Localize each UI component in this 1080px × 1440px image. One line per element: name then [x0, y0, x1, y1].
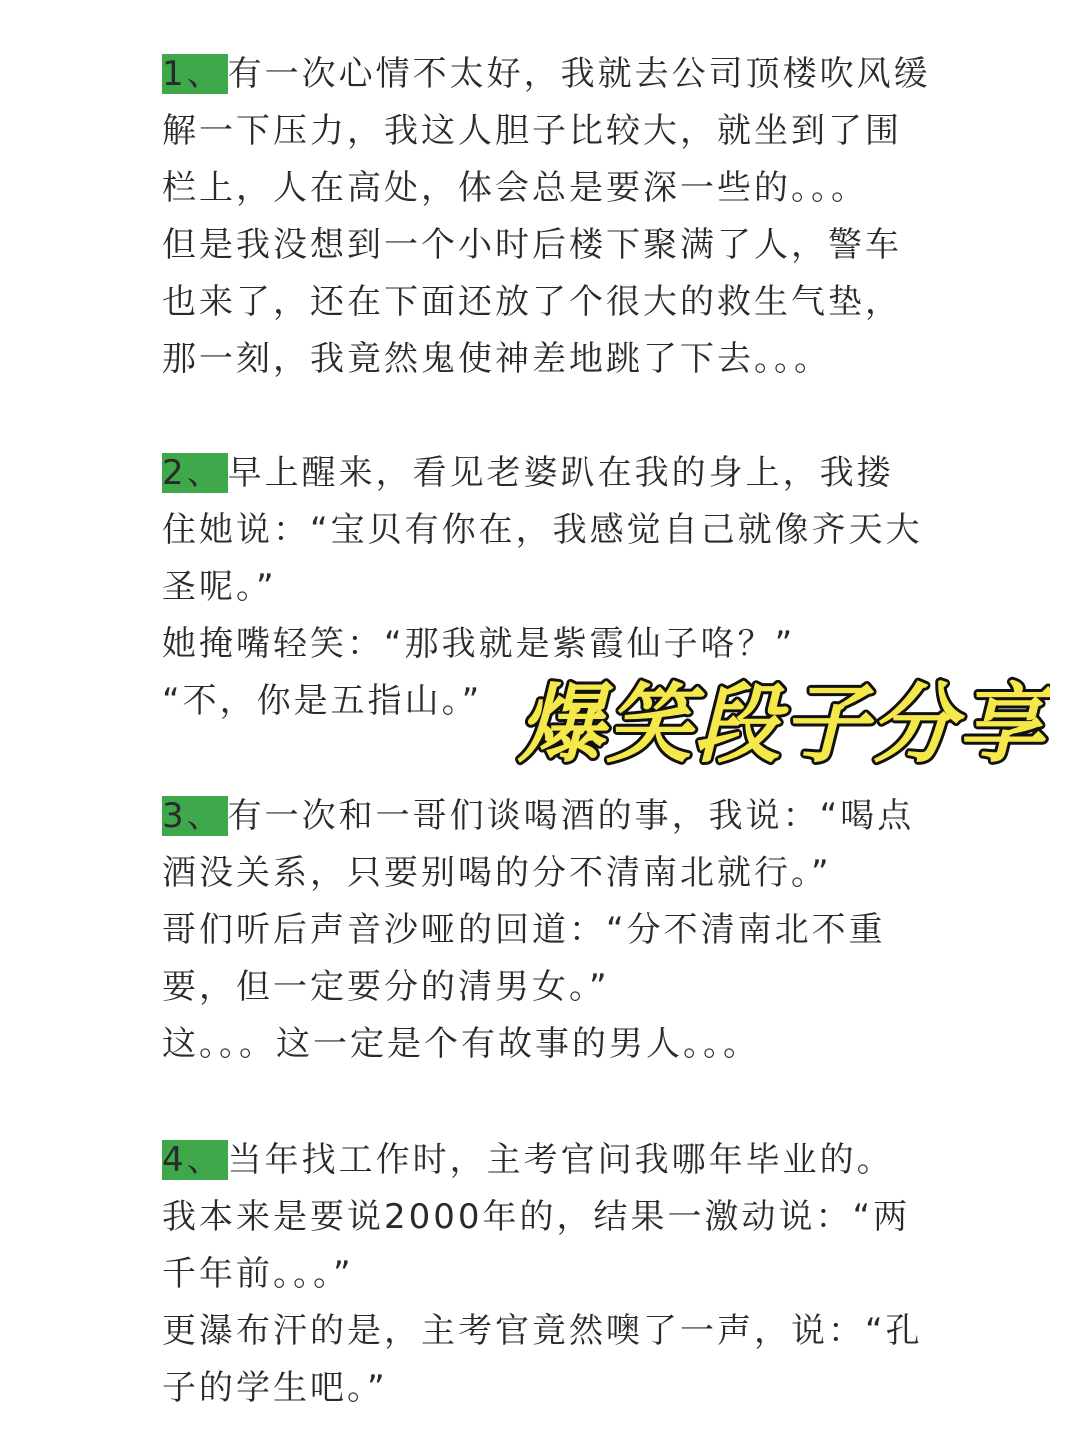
- joke-line: 住她说：“宝贝有你在，我感觉自己就像齐天大: [162, 510, 923, 550]
- joke-text: 早上醒来，看见老婆趴在我的身上，我搂: [227, 453, 894, 493]
- joke-text: 有一次和一哥们谈喝酒的事，我说：“喝点: [227, 796, 915, 836]
- joke-text: 有一次心情不太好，我就去公司顶楼吹风缓: [227, 54, 931, 94]
- joke-line: 那一刻，我竟然鬼使神差地跳了下去。。。: [162, 339, 831, 379]
- title-stamp: [510, 672, 1050, 772]
- joke-line: [162, 46, 932, 103]
- joke-line: 但是我没想到一个小时后楼下聚满了人，警车: [162, 225, 902, 265]
- joke-line: 我本来是要说2000年的，结果一激动说：“两: [162, 1197, 911, 1237]
- joke-1: [162, 46, 932, 388]
- joke-line: [162, 1132, 932, 1189]
- joke-number: 1、: [162, 54, 228, 94]
- joke-line: 这。。。这一定是个有故事的男人。。。: [162, 1024, 760, 1064]
- joke-line: [162, 788, 932, 845]
- joke-line: 更瀑布汗的是，主考官竟然噢了一声，说：“孔: [162, 1311, 923, 1351]
- joke-line: 圣呢。”: [162, 567, 277, 607]
- joke-number: 4、: [162, 1140, 228, 1180]
- joke-line: 也来了，还在下面还放了个很大的救生气垫，: [162, 282, 902, 322]
- joke-line: 栏上，人在高处，体会总是要深一些的。。。: [162, 168, 868, 208]
- joke-line: 酒没关系，只要别喝的分不清南北就行。”: [162, 853, 832, 893]
- joke-3: [162, 788, 932, 1073]
- joke-line: [162, 445, 932, 502]
- joke-line: 哥们听后声音沙哑的回道：“分不清南北不重: [162, 910, 886, 950]
- joke-number: 3、: [162, 796, 228, 836]
- joke-line: 解一下压力，我这人胆子比较大，就坐到了围: [162, 111, 902, 151]
- joke-number: 2、: [162, 453, 228, 493]
- joke-line: 千年前。。。”: [162, 1254, 354, 1294]
- joke-line: 子的学生吧。”: [162, 1368, 388, 1408]
- joke-text: 当年找工作时，主考官问我哪年毕业的。: [227, 1140, 894, 1180]
- joke-line: “不，你是五指山。”: [162, 681, 483, 721]
- joke-4: [162, 1132, 932, 1417]
- joke-line: 要，但一定要分的清男女。”: [162, 967, 610, 1007]
- title-stamp-text: 爆笑段子分享: [518, 675, 1046, 772]
- joke-line: 她掩嘴轻笑：“那我就是紫霞仙子咯？”: [162, 624, 796, 664]
